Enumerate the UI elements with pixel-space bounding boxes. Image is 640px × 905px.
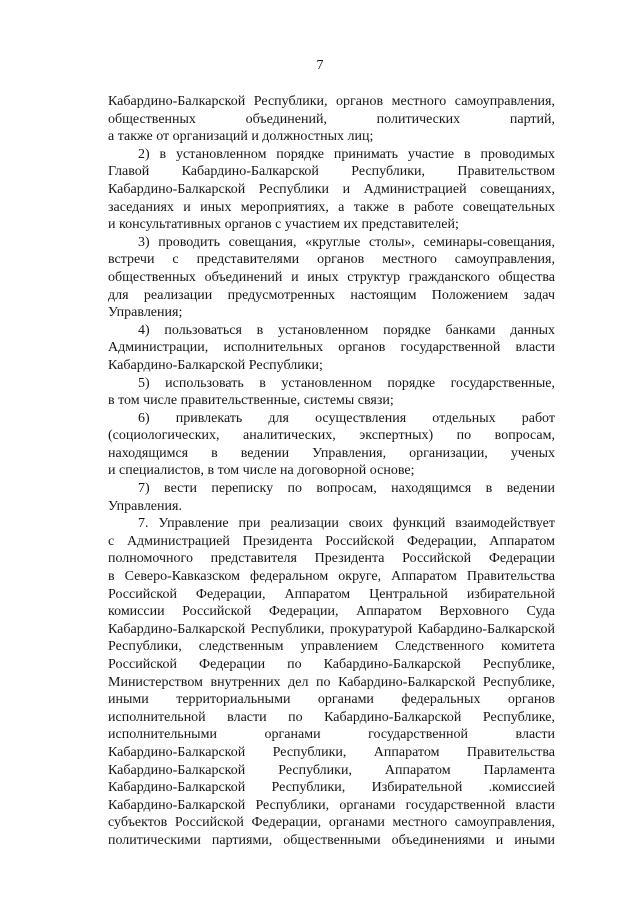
text-line: 2) в установленном порядке принимать участие в проводимых: [138, 146, 555, 162]
text-line: Кабардино-Балкарской Республики, органами государственной власти: [108, 797, 555, 813]
text-line: Республики, следственным управлением Следственного комитета: [108, 639, 555, 655]
text-line: исполнительными органами государственной власти: [108, 727, 555, 743]
text-line: Российской Федерации по Кабардино-Балкарской Республике,: [108, 657, 555, 672]
text-line: Администрации, исполнительных органов государственной власти: [108, 340, 555, 356]
text-line: Министерством внутренних дел по Кабардино-Балкарской Республике,: [108, 674, 555, 690]
text-line: субъектов Российской Федерации, органами местного самоуправления,: [108, 815, 555, 831]
text-line: Управления.: [108, 498, 182, 514]
text-line: и консультативных органов с участием их представителей;: [108, 217, 459, 233]
text-line: исполнительной власти по Кабардино-Балкарской Республике,: [108, 709, 555, 725]
text-line: а также от организаций и должностных лиц;: [108, 129, 374, 145]
text-line: для реализации предусмотренных настоящим Положением задач: [108, 287, 555, 303]
text-line: 4) пользоваться в установленном порядке банками данных: [138, 322, 555, 338]
text-line: 7) вести переписку по вопросам, находящимся в ведении: [138, 481, 555, 497]
text-line: в Северо-Кавказском федеральном округе, Аппаратом Правительства: [108, 569, 555, 585]
text-line: комиссии Российской Федерации, Аппаратом Верховного Суда: [108, 604, 555, 620]
text-line: Кабардино-Балкарской Республики;: [108, 357, 323, 373]
text-line: заседаниях и иных мероприятиях, а также в работе совещательных: [108, 199, 555, 215]
document-body: [108, 93, 555, 850]
text-line: Кабардино-Балкарской Республики и Администрацией совещаниях,: [108, 181, 555, 197]
text-line: Кабардино-Балкарской Республики, Аппаратом Правительства: [108, 744, 555, 760]
text-line: иными территориальными органами федеральных органов: [108, 692, 555, 708]
page-number: 7: [316, 58, 324, 73]
text-line: Кабардино-Балкарской Республики, Аппаратом Парламента: [108, 762, 555, 778]
text-line: общественных объединений, политических партий,: [108, 111, 555, 127]
text-line: Кабардино-Балкарской Республики, Избирательной .комиссией: [108, 780, 555, 796]
text-line: Управления;: [108, 305, 183, 321]
text-line: 6) привлекать для осуществления отдельных работ: [138, 410, 555, 426]
text-line: 5) использовать в установленном порядке государственные,: [138, 375, 555, 391]
text-line: политическими партиями, общественными объединениями и иными: [108, 832, 555, 848]
text-line: и специалистов, в том числе на договорной основе;: [108, 463, 415, 479]
text-line: находящимся в ведении Управления, организации, ученых: [108, 445, 555, 461]
text-line: в том числе правительственные, системы связи;: [108, 393, 394, 409]
text-line: общественных объединений и иных структур гражданского общества: [108, 269, 555, 285]
text-line: (социологических, аналитических, экспертных) по вопросам,: [108, 428, 555, 444]
text-line: полномочного представителя Президента Российской Федерации: [108, 551, 555, 567]
text-line: Российской Федерации, Аппаратом Центральной избирательной: [108, 586, 555, 602]
text-line: Кабардино-Балкарской Республики, органов местного самоуправления,: [108, 94, 555, 109]
text-line: Кабардино-Балкарской Республики, прокуратурой Кабардино-Балкарской: [108, 621, 555, 637]
text-line: 3) проводить совещания, «круглые столы», семинары-совещания,: [138, 234, 555, 250]
text-line: 7. Управление при реализации своих функций взаимодействует: [138, 516, 555, 532]
text-line: встречи с представителями органов местного самоуправления,: [108, 252, 555, 268]
text-line: Главой Кабардино-Балкарской Республики, Правительством: [108, 164, 555, 180]
text-line: с Администрацией Президента Российской Федерации, Аппаратом: [108, 533, 555, 549]
